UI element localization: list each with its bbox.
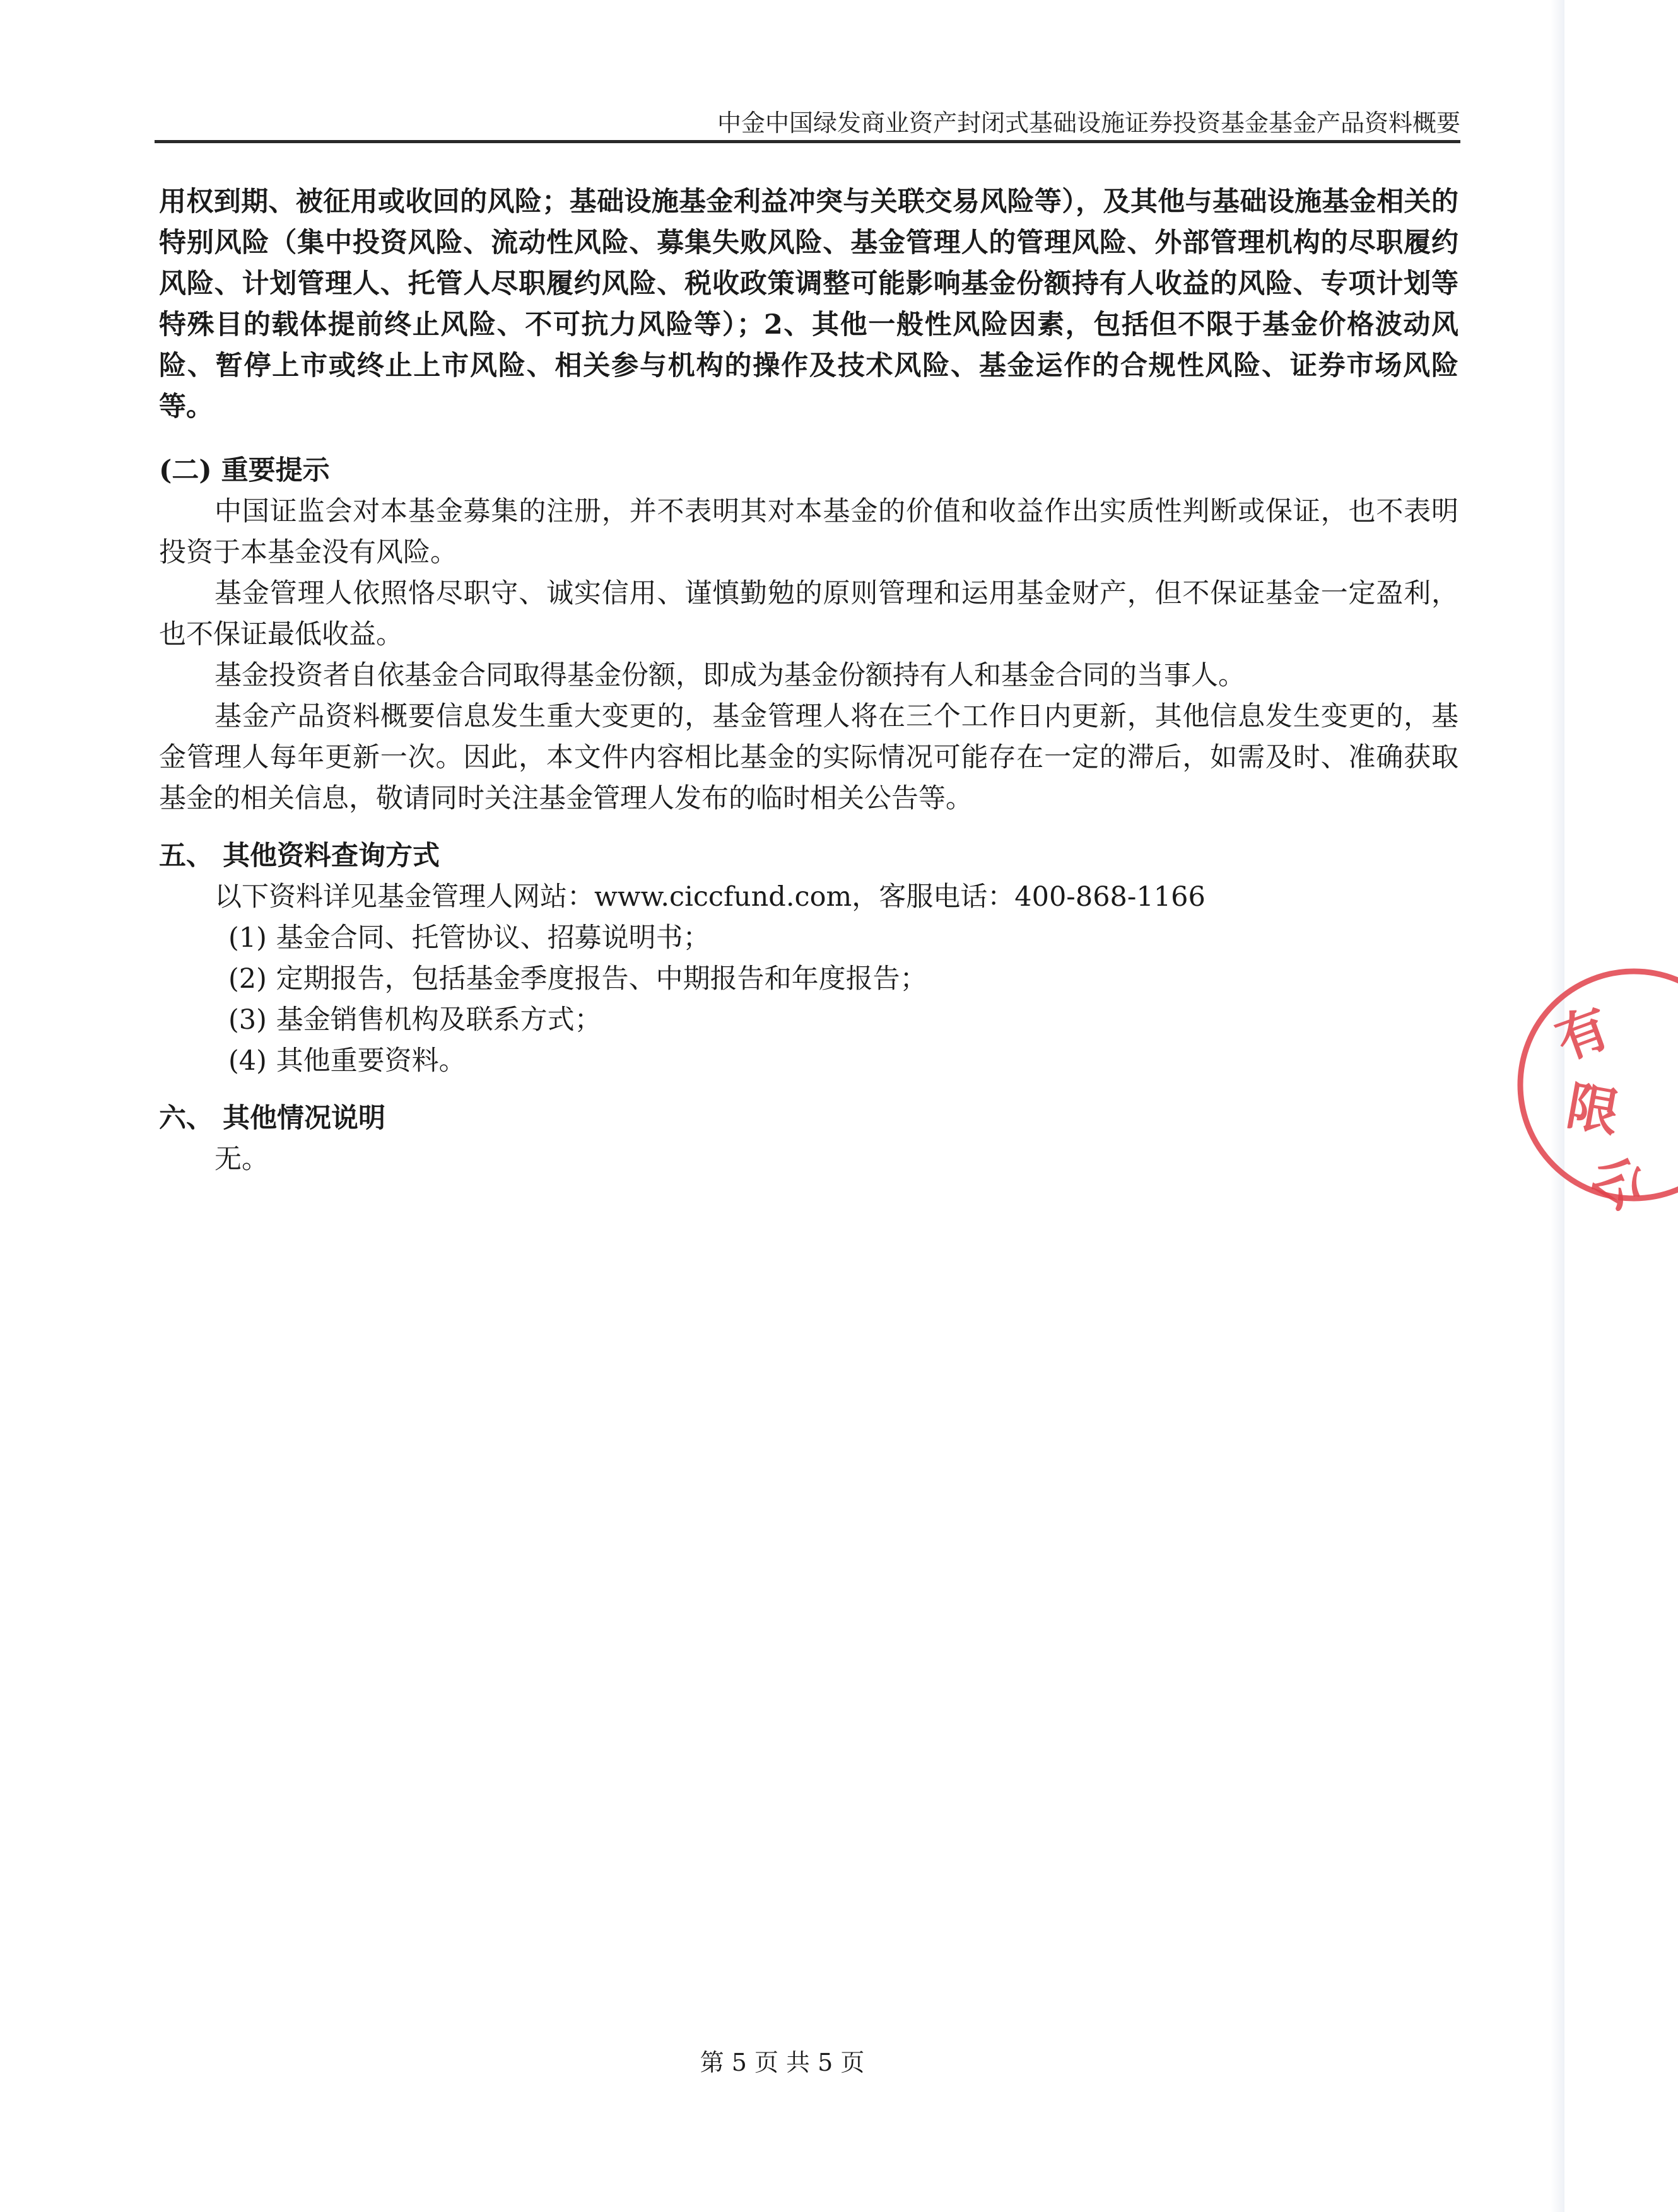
notice-paragraph: 基金管理人依照恪尽职守、诚实信用、谨慎勤勉的原则管理和运用基金财产，但不保证基金一定盈利，也不保证最低收益。 — [159, 578, 1458, 650]
section-six-heading: 六、 其他情况说明 — [159, 1103, 385, 1134]
list-item-number: (4) — [228, 1045, 267, 1077]
list-item-text: 基金销售机构及联系方式； — [276, 1004, 602, 1036]
notice-paragraph: 中国证监会对本基金募集的注册，并不表明其对本基金的价值和收益作出实质性判断或保证，也不表明投资于本基金没有风险。 — [159, 496, 1458, 568]
list-item-text: 基金合同、托管协议、招募说明书； — [276, 922, 710, 954]
seal-character: 限 — [1562, 1075, 1624, 1144]
page-number: 第 5 页 共 5 页 — [700, 2049, 865, 2076]
seal-character: 有 — [1548, 997, 1617, 1072]
important-notice-heading: (二) 重要提示 — [159, 455, 330, 486]
risk-paragraph: 用权到期、被征用或收回的风险；基础设施基金利益冲突与关联交易风险等），及其他与基础设施基金相关的特别风险（集中投资风险、流动性风险、募集失败风险、基金管理人的管理风险、外部管理机构的尽职履约风险、计划管理人、托管人尽职履约风险、税收政策调整可能影响基金份额持有人收益的风险、专项计划等特殊目的载体提前终止风险、不可抗力风险等）；2、其他一般性风险因素，包括但不限于基金价格波动风险、暂停上市或终止上市风险、相关参与机构的操作及技术风险、基金运作的合规性风险、证券市场风险等。 — [159, 186, 1458, 423]
header-rule — [155, 140, 1460, 143]
section-five-heading: 五、 其他资料查询方式 — [159, 840, 440, 872]
section-six-body: 无。 — [214, 1144, 269, 1175]
document-body — [159, 182, 1458, 1180]
list-item — [159, 918, 1458, 959]
list-item-text: 定期报告，包括基金季度报告、中期报告和年度报告； — [276, 963, 927, 995]
company-seal — [1470, 952, 1678, 1223]
seal-character: 公 — [1578, 1142, 1657, 1223]
list-item — [159, 1000, 1458, 1041]
list-item — [159, 1041, 1458, 1082]
document-header-title: 中金中国绿发商业资产封闭式基础设施证券投资基金基金产品资料概要 — [717, 109, 1460, 137]
list-item — [159, 959, 1458, 1000]
list-item-number: (2) — [228, 963, 267, 995]
list-item-text: 其他重要资料。 — [276, 1045, 466, 1077]
contact-info-line: 以下资料详见基金管理人网站：www.ciccfund.com，客服电话：400-868-1166 — [214, 881, 1206, 913]
notice-paragraph: 基金投资者自依基金合同取得基金份额，即成为基金份额持有人和基金合同的当事人。 — [214, 660, 1245, 691]
list-item-number: (1) — [228, 922, 267, 954]
list-item-number: (3) — [228, 1004, 267, 1036]
notice-paragraph: 基金产品资料概要信息发生重大变更的，基金管理人将在三个工作日内更新，其他信息发生变更的，基金管理人每年更新一次。因此，本文件内容相比基金的实际情况可能存在一定的滞后，如需及时、准确获取基金的相关信息，敬请同时关注基金管理人发布的临时相关公告等。 — [159, 701, 1458, 814]
